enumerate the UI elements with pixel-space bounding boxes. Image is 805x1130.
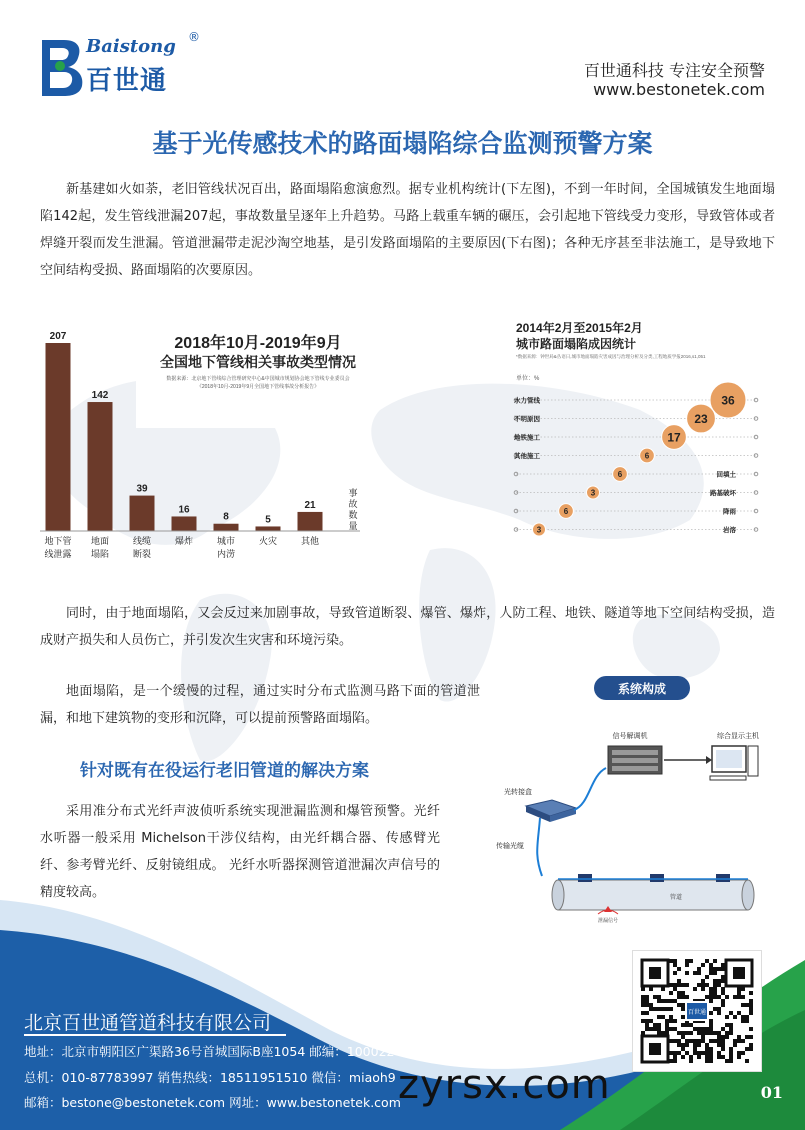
category-label: 线泄露: [44, 549, 72, 559]
chart1-ylabel: [348, 487, 357, 531]
chart2-title-line1: 2014年2月至2015年2月: [516, 321, 643, 335]
bar-4: [214, 524, 239, 531]
cause-label: 路基破坏: [710, 490, 736, 497]
bar-5: [256, 526, 281, 531]
bar-3: [172, 516, 197, 531]
cause-label: 回填土: [716, 471, 736, 479]
intro-paragraph: 新基建如火如荼，老旧管线状况百出，路面塌陷愈演愈烈。据专业机构统计(下左图)，不到一年时间，全国城镇发生地面塌陷142起，发生管线泄漏207起，事故数量呈逐年上升趋势。马路上载重车辆的碾压，会引起地下管线受力变形，导致管体或者焊缝开裂而发生泄漏。管道泄漏带走泥沙淘空地基，是引发路面塌陷的主要原因(下右图)；各种无序甚至非法施工，是导致地下空间结构受损、路面塌陷的次要原因。: [40, 182, 775, 278]
solution-heading: 针对既有在役运行老旧管道的解决方案: [80, 761, 369, 781]
page-number: 01: [760, 1083, 783, 1102]
chart1-source-line1: 数据来源：北京地下管线综合管理研究中心&中国城市规划协会地下管线专业委员会: [166, 376, 350, 382]
qr-code[interactable]: [632, 950, 762, 1072]
cause-label: 降雨: [723, 508, 736, 516]
diagram-title: 系统构成: [617, 682, 667, 696]
bar-value-label: 142: [91, 390, 109, 402]
consequence-paragraph: 同时，由于地面塌陷，又会反过来加剧事故，导致管道断裂、爆管、爆炸，人防工程、地铁、隧道等地下空间结构受损，造成财产损失和人员伤亡，并引发次生灾害和环境污染。: [40, 606, 775, 648]
category-label: 城市: [216, 536, 236, 546]
system-composition-diagram: [490, 676, 780, 926]
junction-box-icon: [526, 800, 576, 822]
demodulator-icon: [608, 746, 662, 774]
bubble-value-label: 3: [590, 488, 596, 498]
company-underline: [24, 1034, 286, 1036]
collapse-cause-bubble-chart: [510, 318, 772, 546]
logo-icon: [38, 38, 86, 98]
contact-phone: 总机：010-87783997 销售热线：18511951510 微信：miaoh9: [24, 1070, 396, 1085]
bar-value-label: 21: [304, 499, 316, 511]
category-label: 地面: [90, 536, 110, 546]
bubble-value-label: 23: [694, 412, 708, 426]
ylabel-char: 故: [348, 499, 358, 509]
ylabel-char: 数: [348, 510, 358, 520]
cause-label: 岩溶: [723, 527, 736, 534]
company-name: 北京百世通管道科技有限公司: [24, 1012, 272, 1034]
category-label: 地下管: [44, 536, 72, 546]
label-pipe: 管道: [670, 895, 683, 901]
bubble-value-label: 6: [563, 507, 569, 516]
logo-chinese-name: 百世通: [86, 66, 168, 96]
contact-address: 地址：北京市朝阳区广渠路36号首城国际B座1054 邮编：100022: [24, 1044, 395, 1059]
category-label: 线缆: [132, 536, 152, 546]
bubble-value-label: 6: [644, 451, 650, 461]
bubble-value-label: 36: [721, 393, 735, 408]
fiber-to-demodulator: [574, 768, 606, 810]
category-label: 断裂: [132, 549, 152, 559]
header-website: www.bestonetek.com: [593, 80, 765, 99]
qr-logo-text: 百世通: [687, 1010, 707, 1016]
accident-type-bar-chart: [38, 318, 368, 574]
category-label: 火灾: [258, 536, 278, 546]
bar-1: [88, 402, 113, 531]
fiber-to-pipe: [537, 818, 542, 876]
chart2-unit: 单位：%: [516, 376, 540, 382]
bar-2: [130, 496, 155, 531]
bar-6: [298, 512, 323, 531]
bubble-value-label: 3: [536, 525, 542, 535]
chart1-source-line2: 《2018年10月-2019年9月全国地下管线事故分析报告》: [196, 384, 320, 390]
category-label: 塌陷: [90, 549, 110, 559]
cause-label: 地铁施工: [514, 434, 540, 442]
chart1-subtitle: 全国地下管线相关事故类型情况: [160, 354, 356, 370]
computer-icon: [710, 746, 758, 780]
category-label: 内涝: [216, 549, 236, 559]
bar-value-label: 5: [265, 514, 271, 526]
logo-english-name: Baistong: [86, 36, 176, 57]
bar-value-label: 39: [136, 483, 148, 495]
qr-code-icon: [633, 951, 761, 1071]
monitoring-paragraph: 地面塌陷，是一个缓慢的过程，通过实时分布式监测马路下面的管道泄漏，和地下建筑物的变形和沉降，可以提前预警路面塌陷。: [40, 684, 480, 726]
label-leak-signal: 泄漏信号: [597, 918, 619, 924]
watermark-text: zyrsx.com: [398, 1062, 611, 1108]
contact-email-web: 邮箱：bestone@bestonetek.com 网址：www.bestonetek.com: [24, 1095, 401, 1110]
chart2-source: *数据来源：钟世局&丛语日,城市地面塌陷灾害成因与治理分析及分类,工程地质学报2016,s1,051: [516, 354, 706, 359]
cause-label: 不明原因: [514, 416, 540, 423]
category-label: 其他: [300, 536, 320, 546]
header-slogan: 百世通科技 专注安全预警: [583, 61, 765, 80]
chart2-rows: [513, 382, 758, 536]
registered-mark: ®: [188, 30, 200, 44]
cause-label: 水力管线: [514, 397, 540, 405]
chart1-title: 2018年10月-2019年9月: [174, 335, 342, 352]
bar-value-label: 207: [49, 331, 67, 342]
label-transmission-cable: 传输光缆: [496, 843, 524, 850]
ylabel-char: 事: [348, 488, 358, 498]
cause-label: 其他施工: [514, 453, 540, 460]
chart2-title-line2: 城市路面塌陷成因统计: [516, 337, 637, 351]
bubble-value-label: 17: [667, 430, 681, 445]
label-demodulator: 信号解调机: [612, 733, 648, 740]
bar-0: [46, 343, 71, 531]
label-display-host: 综合显示主机: [717, 733, 759, 740]
page-title: 基于光传感技术的路面塌陷综合监测预警方案: [152, 129, 653, 158]
category-label: 爆炸: [174, 536, 194, 546]
label-junction-box: 光转接盒: [504, 789, 532, 796]
ylabel-char: 量: [348, 521, 358, 531]
bubble-value-label: 6: [617, 470, 623, 479]
bar-value-label: 16: [178, 504, 190, 516]
bar-value-label: 8: [223, 511, 229, 523]
solution-paragraph: 采用准分布式光纤声波侦听系统实现泄漏监测和爆管预警。光纤水听器一般采用 Michelson干涉仪结构，由光纤耦合器、传感臂光纤、参考臂光纤、反射镜组成。 光纤水听器探测管道泄漏次声信号的精度较高。: [40, 804, 440, 900]
